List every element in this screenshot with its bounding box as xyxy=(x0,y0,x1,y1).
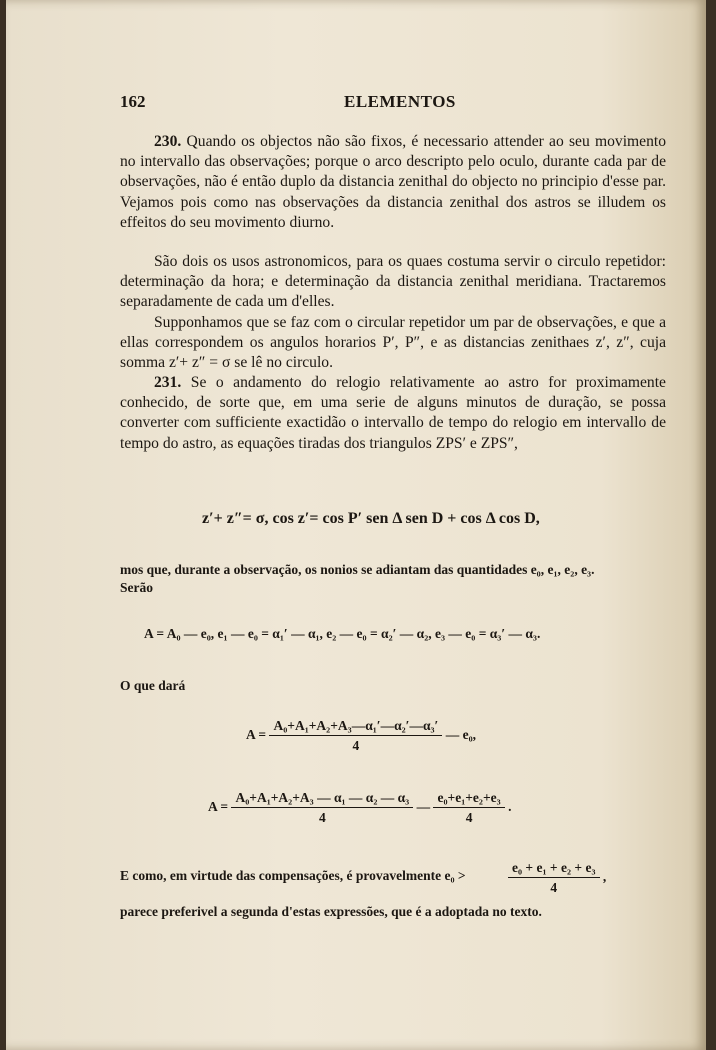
numerator: e₀+e₁+e₂+e₃ xyxy=(433,790,504,808)
footnote-line-1: mos que, durante a observação, os nonios se adiantam das quantidades e₀, e₁, e₂, e₃. xyxy=(120,562,595,577)
paragraph-230 xyxy=(120,132,666,233)
denominator: 4 xyxy=(352,738,360,753)
paragraph-231 xyxy=(120,373,666,454)
paragraph-text: Quando os objectos não são fixos, é necessario attender ao seu movimento no intervallo das observações; porque o arco descripto pelo oculo, durante cada par de observações, não é então duplo da distancia zenithal do objecto no principio d'esse par. Vejamos pois como nas observações da distancia zenithal dos astros se illudem os effeitos do seu movimento diurno. xyxy=(120,133,666,231)
denominator: 4 xyxy=(550,880,558,895)
equation-fraction-1 xyxy=(246,718,476,754)
book-page xyxy=(6,0,706,1050)
running-title: ELEMENTOS xyxy=(344,92,456,111)
footnote-line-2: Serão xyxy=(120,580,153,595)
paragraph-supponhamos: Supponhamos que se faz com o circular repetidor um par de observações, e que a ellas correspondem os angulos horarios P′, P″, e as distancias zenithaes z′, z″, cuja somma z′+ z″ = σ se lê no circulo. xyxy=(120,314,666,372)
section-number: 230. xyxy=(154,133,182,150)
numerator: A₀+A₁+A₂+A₃ — α₁ — α₂ — α₃ xyxy=(231,790,413,808)
equation-tail: , xyxy=(602,869,607,885)
section-number: 231. xyxy=(154,374,182,391)
numerator: A₀+A₁+A₂+A₃—α₁′—α₂′—α₃′ xyxy=(269,718,442,736)
footnote-line-4: E como, em virtude das compensações, é provavelmente e₀ > xyxy=(120,868,466,883)
paragraph-usos: São dois os usos astronomicos, para os quaes costuma servir o circulo repetidor: determinação da hora; e determinação da distancia zenithal meridiana. Tractaremos separadamente de cada um d'elles. xyxy=(120,253,666,311)
equation-lhs: A = xyxy=(246,727,267,743)
denominator: 4 xyxy=(318,810,326,825)
equation-tail: — e₀, xyxy=(445,727,477,743)
equation-corrections: A = A₀ — e₀, e₁ — e₀ = α₁′ — α₁, e₂ — e₀ = α₂′ — α₂, e₃ — e₀ = α₃′ — α₃. xyxy=(144,626,541,641)
fraction xyxy=(231,790,413,826)
equation-lhs: A = xyxy=(208,799,229,815)
equation-main: z′+ z″= σ, cos z′= cos P′ sen Δ sen D + cos Δ cos D, xyxy=(202,510,540,527)
equation-fraction-3 xyxy=(508,860,606,896)
footnote-line-3: O que dará xyxy=(120,678,186,693)
fraction xyxy=(508,860,600,896)
minus-sign: — xyxy=(416,799,431,815)
page-number: 162 xyxy=(120,92,146,111)
fraction xyxy=(269,718,442,754)
denominator: 4 xyxy=(465,810,473,825)
equation-tail: . xyxy=(508,799,512,815)
numerator: e₀ + e₁ + e₂ + e₃ xyxy=(508,860,600,878)
paragraph-text: Se o andamento do relogio relativamente ao astro for proximamente conhecido, de sorte que, em uma serie de alguns minutos de duração, se possa converter com sufficiente exactidão o intervallo de tempo do relogio em intervallo de tempo do astro, as equações tiradas dos triangulos ZPS′ e ZPS″, xyxy=(120,374,666,452)
fraction xyxy=(433,790,504,826)
footnote-line-5: parece preferivel a segunda d'estas expressões, que é a adoptada no texto. xyxy=(120,904,542,919)
equation-fraction-2 xyxy=(208,790,511,826)
